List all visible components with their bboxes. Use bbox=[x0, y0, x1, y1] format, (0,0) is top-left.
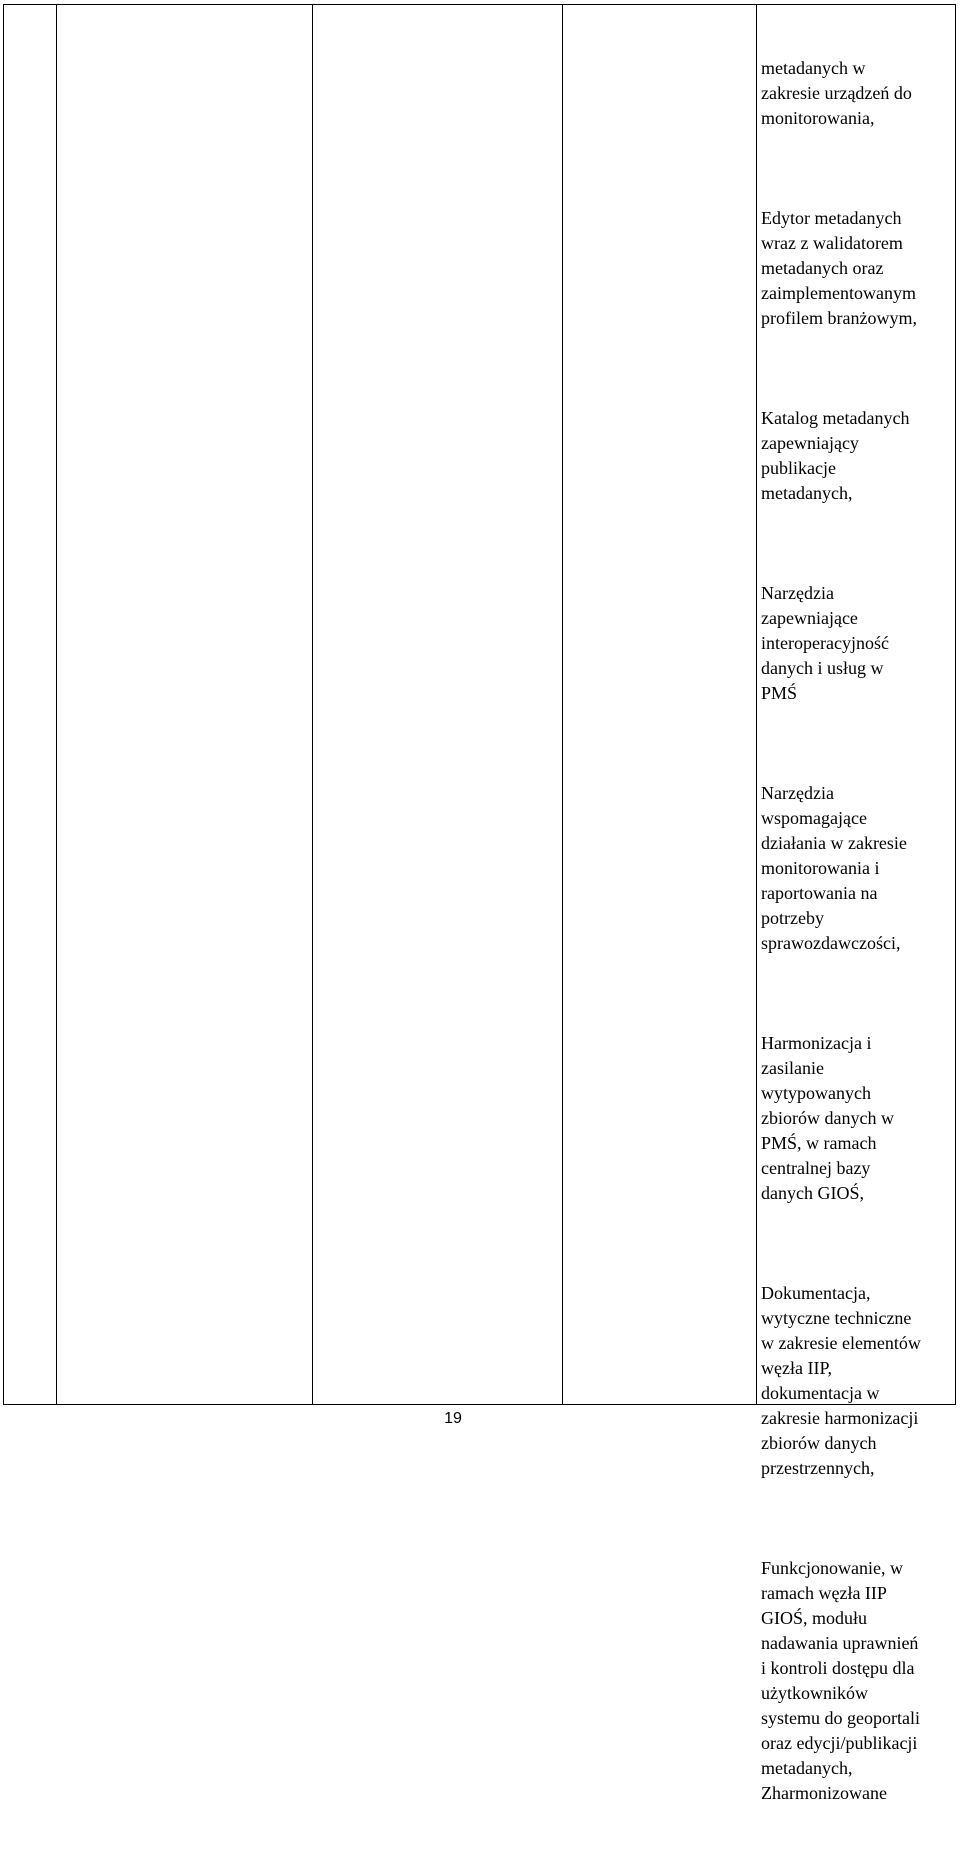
cell-paragraph-8: Funkcjonowanie, w ramach węzła IIP GIOŚ, modułu nadawania uprawnień i kontroli dostępu dla użytkowników systemu do geoportali oraz edycji/publikacji metadanych, Zharmonizowane bbox=[761, 1558, 920, 1803]
table-cell-last-column bbox=[761, 6, 954, 1856]
cell-paragraph-1: metadanych w zakresie urządzeń do monitorowania, bbox=[761, 58, 912, 128]
page-number: 19 bbox=[444, 1410, 462, 1427]
cell-paragraph-4: Narzędzia zapewniające interoperacyjność danych i usług w PMŚ bbox=[761, 583, 889, 703]
cell-paragraph-6: Harmonizacja i zasilanie wytypowanych zbiorów danych w PMŚ, w ramach centralnej bazy danych GIOŚ, bbox=[761, 1033, 894, 1203]
table-column-divider-4 bbox=[756, 4, 757, 1405]
table-column-divider-3 bbox=[562, 4, 563, 1405]
cell-paragraph-2: Edytor metadanych wraz z walidatorem metadanych oraz zaimplementowanym profilem branżowym, bbox=[761, 208, 917, 328]
cell-paragraph-7: Dokumentacja, wytyczne techniczne w zakresie elementów węzła IIP, dokumentacja w zakresie harmonizacji zbiorów danych przestrzennych, bbox=[761, 1283, 921, 1478]
table-column-divider-1 bbox=[56, 4, 57, 1405]
table-column-divider-2 bbox=[312, 4, 313, 1405]
cell-paragraph-5: Narzędzia wspomagające działania w zakresie monitorowania i raportowania na potrzeby sprawozdawczości, bbox=[761, 783, 907, 953]
cell-paragraph-3: Katalog metadanych zapewniający publikacje metadanych, bbox=[761, 408, 910, 503]
